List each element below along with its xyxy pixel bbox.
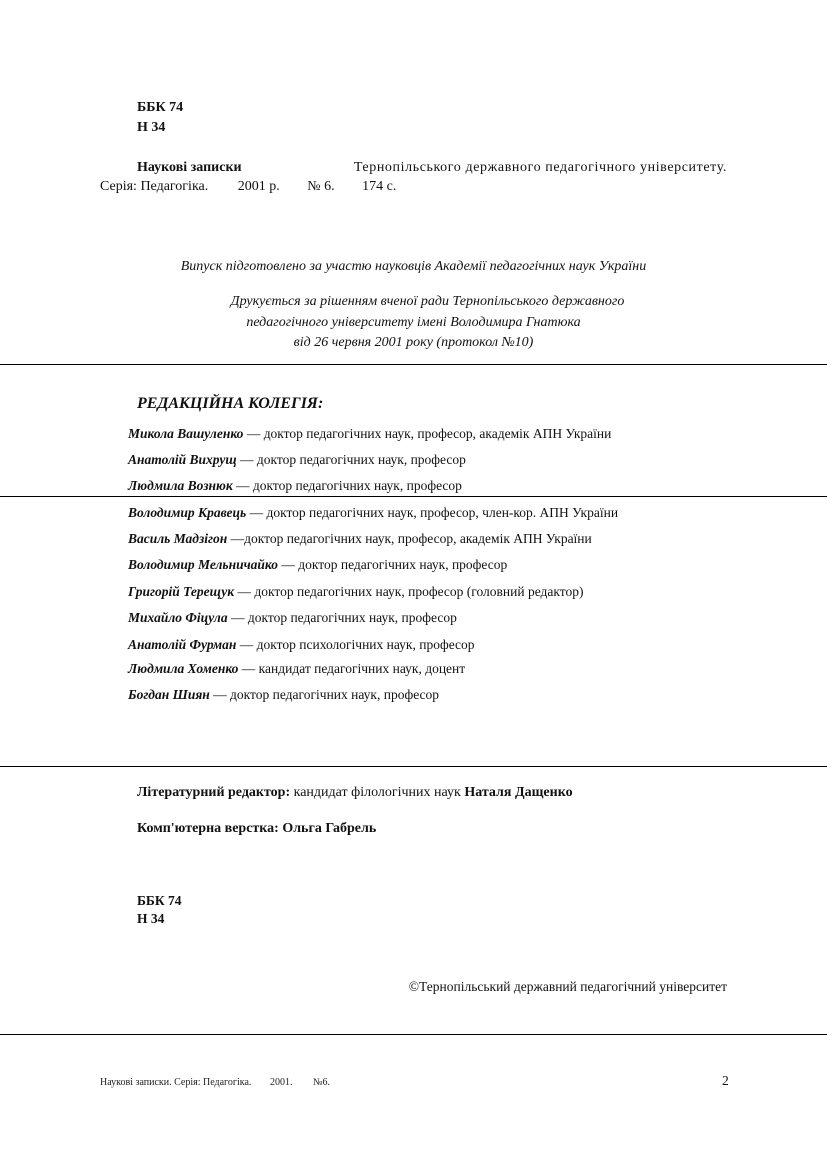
member-role: — доктор педагогічних наук, професор	[278, 557, 508, 572]
member-name: Анатолій Фурман	[128, 637, 237, 652]
board-member-3	[128, 505, 618, 521]
member-role: — доктор педагогічних наук, професор	[209, 687, 440, 702]
literary-editor	[137, 785, 573, 801]
member-role: — доктор педагогічних наук, професор	[236, 452, 466, 467]
member-name: Людмила Хоменко	[128, 661, 239, 676]
member-name: Василь Мадзігон	[128, 531, 228, 546]
member-name: Володимир Мельничайко	[128, 557, 278, 572]
lit-editor-name: Наталя Дащенко	[464, 785, 573, 800]
bbk-code: ББК 74	[137, 100, 184, 115]
board-member-1	[128, 452, 466, 468]
decision-line-1: Друкується за рішенням вченої ради Тернопільського державного	[230, 294, 625, 309]
series: Серія: Педагогіка.	[100, 179, 209, 194]
page-number: 2	[722, 1073, 729, 1088]
layout-name: Ольга Габрель	[282, 821, 377, 836]
board-member-6	[128, 584, 583, 600]
divider-4	[0, 1034, 827, 1035]
lit-editor-degree: кандидат філологічних наук	[293, 785, 461, 800]
member-role: — доктор педагогічних наук, професор	[227, 610, 457, 625]
member-role: — доктор педагогічних наук, професор	[232, 478, 462, 493]
member-name: Григорій Терещук	[128, 584, 235, 599]
board-member-0	[128, 426, 611, 442]
layout-label: Комп'ютерна верстка:	[137, 821, 279, 836]
member-role: — кандидат педагогічних наук, доцент	[238, 661, 466, 676]
divider-2	[0, 496, 827, 497]
member-name: Богдан Шиян	[128, 687, 210, 702]
year: 2001 р.	[237, 179, 280, 194]
member-name: Володимир Кравець	[128, 505, 247, 520]
board-member-7	[128, 610, 457, 626]
board-member-5	[128, 557, 507, 573]
divider-1	[0, 364, 827, 365]
issue: № 6.	[307, 179, 335, 194]
journal-title: Наукові записки	[137, 160, 242, 175]
running-footer	[100, 1077, 330, 1088]
board-member-9	[128, 661, 465, 677]
member-role: — доктор педагогічних наук, професор, член-кор. АПН України	[246, 505, 619, 520]
citation-line-1	[137, 160, 727, 176]
member-name: Михайло Фіцула	[128, 610, 228, 625]
board-heading: РЕДАКЦІЙНА КОЛЕГІЯ:	[137, 395, 324, 412]
copyright-line: ©Тернопільський державний педагогічний університет	[408, 979, 727, 994]
decision-line-3: від 26 червня 2001 року (протокол №10)	[293, 335, 534, 350]
member-role: —доктор педагогічних наук, професор, академік АПН України	[227, 531, 592, 546]
member-name: Людмила Вознюк	[128, 478, 233, 493]
member-role: — доктор педагогічних наук, професор (головний редактор)	[234, 584, 584, 599]
pages: 174 с.	[362, 179, 397, 194]
running-year: 2001.	[269, 1077, 293, 1088]
footer-bbk-code: ББК 74	[137, 893, 182, 908]
board-member-8	[128, 637, 475, 653]
running-issue: №6.	[312, 1077, 330, 1088]
divider-3	[0, 766, 827, 767]
member-name: Анатолій Вихрущ	[128, 452, 237, 467]
index-code: Н 34	[137, 120, 166, 135]
journal-title-rest: Тернопільського державного педагогічного університету.	[353, 160, 727, 175]
running-title: Наукові записки. Серія: Педагогіка.	[100, 1077, 252, 1088]
member-name: Микола Вашуленко	[128, 426, 244, 441]
board-member-10	[128, 687, 439, 703]
citation-line-2	[100, 179, 396, 195]
prepared-note: Випуск підготовлено за участю науковців Академії педагогічних наук України	[180, 259, 647, 274]
footer-index-code: Н 34	[137, 911, 165, 926]
lit-editor-label: Літературний редактор:	[137, 785, 291, 800]
board-member-2	[128, 478, 462, 494]
decision-line-2: педагогічного університету імені Володимира Гнатюка	[246, 315, 581, 330]
board-member-4	[128, 531, 592, 547]
member-role: — доктор психологічних наук, професор	[236, 637, 475, 652]
layout-credit	[137, 821, 376, 837]
member-role: — доктор педагогічних наук, професор, академік АПН України	[243, 426, 612, 441]
